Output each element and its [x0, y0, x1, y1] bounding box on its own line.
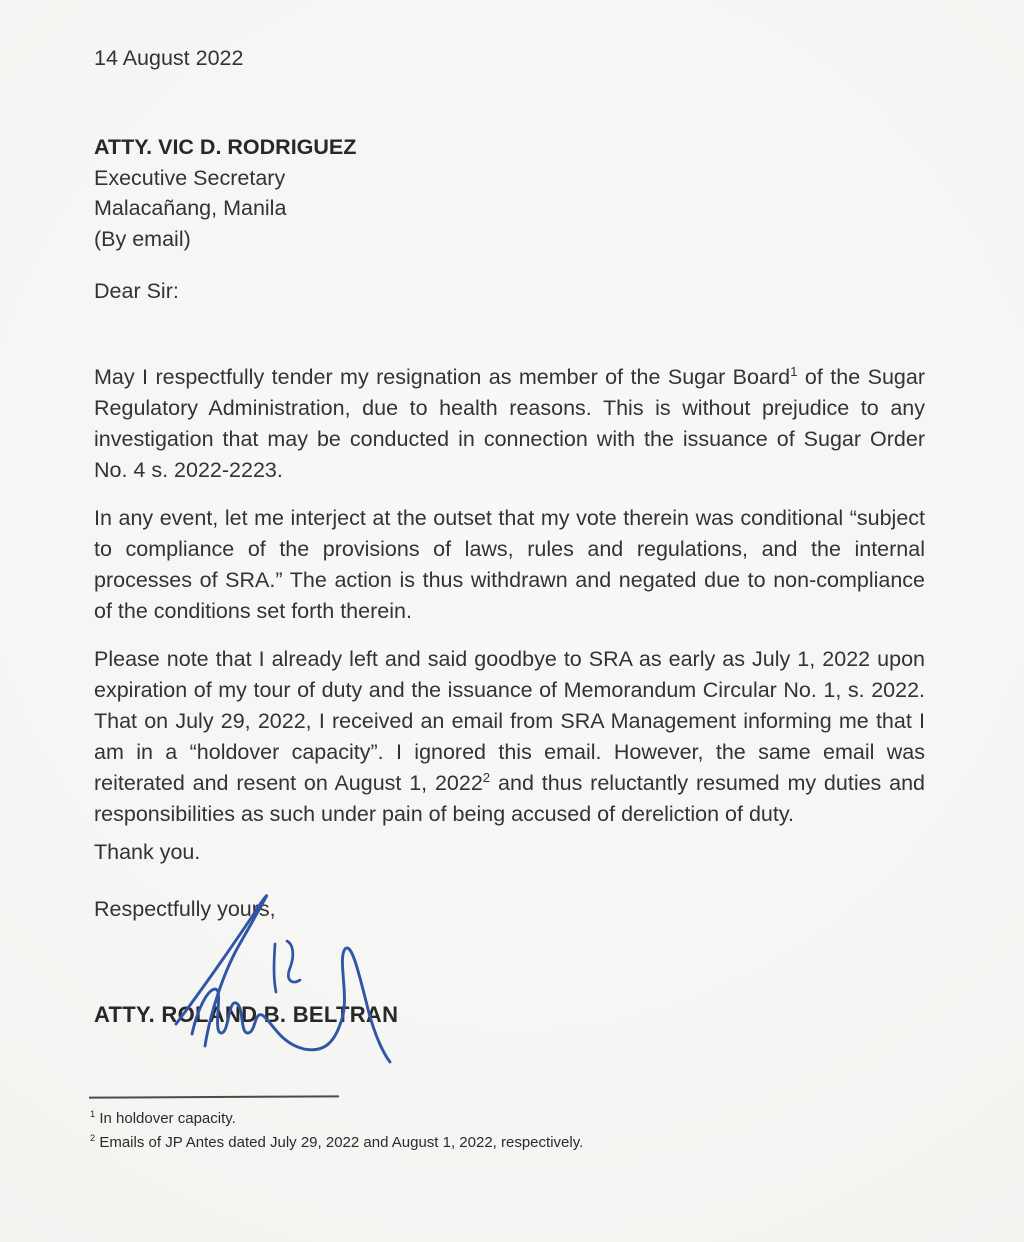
footnotes-block — [90, 1107, 925, 1154]
footnote: $^2$ Emails of JP Antes dated July 29, 2022 and August 1, 2022, respectively. — [90, 1132, 584, 1151]
salutation: Dear Sir: — [94, 279, 179, 303]
recipient-address: Malacañang, Manila — [94, 196, 287, 220]
recipient-title: Executive Secretary — [94, 165, 286, 190]
letter-date: 14 August 2022 — [94, 46, 244, 70]
footnote-reference: 1 — [790, 363, 798, 379]
closing-thanks: Thank you. — [94, 840, 201, 864]
footnote-number: 1 — [90, 1109, 96, 1119]
letter-body — [94, 362, 925, 830]
recipient-delivery-method: (By email) — [94, 226, 191, 251]
paragraph: In any event, let me interject at the outset that my vote therein was conditional “subject to compliance of the provisions of laws, rules and regulations, and the internal processes of SRA.” The action is thus withdrawn and negated due to non-compliance of the conditions set forth therein. — [94, 506, 925, 623]
recipient-name: ATTY. VIC D. RODRIGUEZ — [94, 135, 357, 159]
recipient-block — [94, 132, 925, 254]
paragraph: May I respectfully tender my resignation as member of the Sugar Board$^1$ of the Sugar Regulatory Administration, due to health reasons. This is without prejudice to any investigation that may be conducted in connection with the issuance of Sugar Order No. 4 s. 2022-2223. — [94, 363, 925, 482]
footnote: $^1$ In holdover capacity. — [90, 1109, 236, 1127]
letter-content — [90, 0, 925, 1154]
footnote-reference: 2 — [482, 769, 491, 785]
footnote-number: 2 — [90, 1132, 96, 1143]
footnote-separator — [89, 1095, 339, 1098]
paragraph: Please note that I already left and said goodbye to SRA as early as July 1, 2022 upon expiration of my tour of duty and the issuance of Memorandum Circular No. 1, s. 2022. That on July 29, 2022, I received an email from SRA Management informing me that I am in a “holdover capacity”. I ignored this email. However, the same email was reiterated and resent on August 1, 2022$^2$ and thus reluctantly resumed my duties and responsibilities as such under pain of being accused of dereliction of duty. — [94, 647, 925, 826]
closing-valediction: Respectfully yours, — [94, 897, 276, 921]
sender-name: ATTY. ROLAND B. BELTRAN — [94, 1002, 399, 1027]
